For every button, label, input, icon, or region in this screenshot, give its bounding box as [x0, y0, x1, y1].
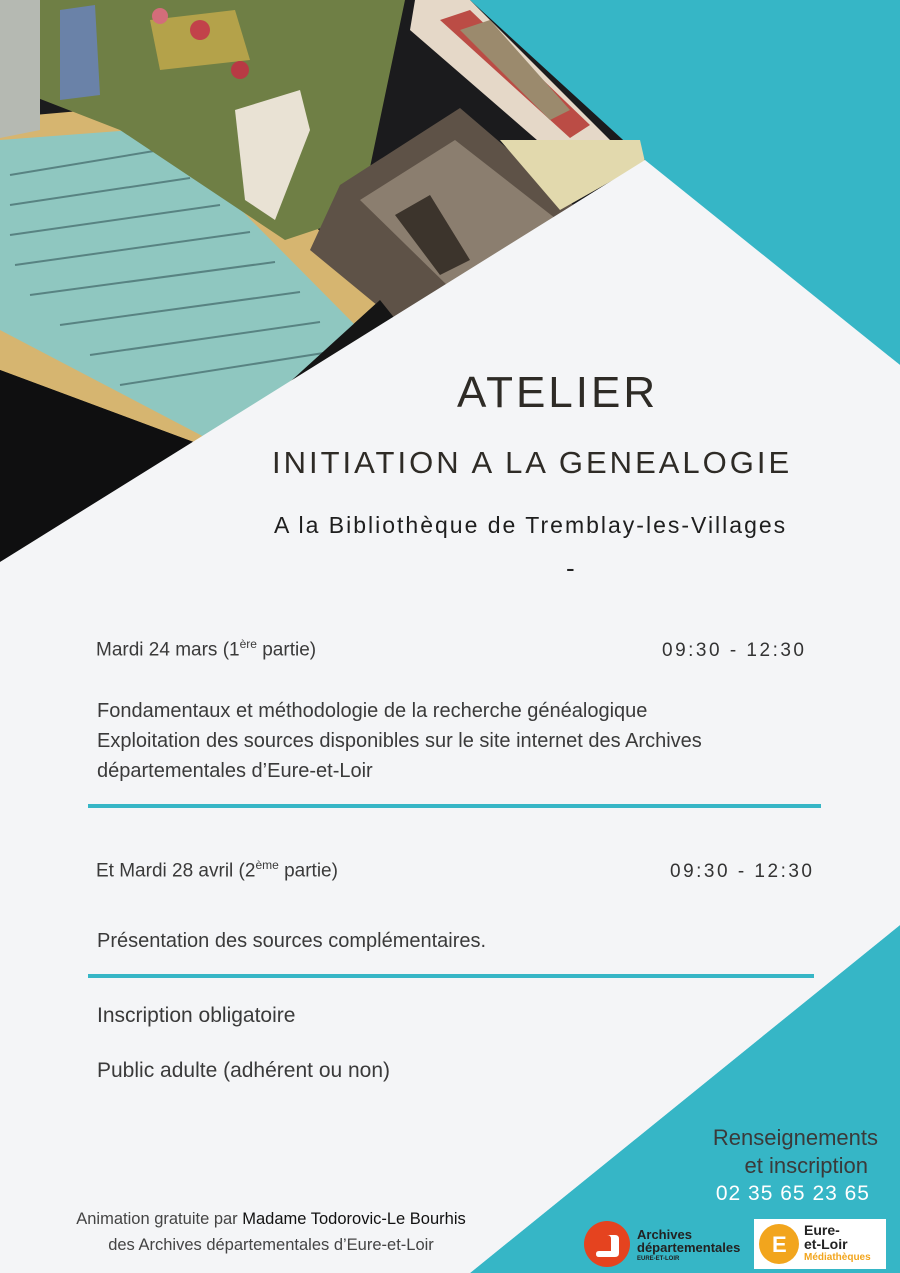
mediatheques-logo-line-3: Médiathèques [804, 1252, 871, 1263]
contact-phone: 02 35 65 23 65 [715, 1182, 870, 1205]
mediatheques-e-icon [758, 1223, 800, 1265]
archives-logo-line-1: Archives [637, 1227, 692, 1242]
registration-required: Inscription obligatoire [97, 1004, 296, 1027]
audience-info: Public adulte (adhérent ou non) [97, 1059, 391, 1082]
mediatheques-logo-line-1: Eure- [804, 1222, 840, 1238]
archives-scroll-icon [583, 1220, 631, 1268]
session-2-date-text: Et Mardi 28 avril (2 [96, 860, 256, 882]
poster-title: ATELIER [457, 368, 659, 417]
session-2-date [96, 858, 338, 882]
session-1-date [96, 637, 316, 661]
session-1-description [97, 696, 702, 786]
footer-credit [16, 1206, 526, 1258]
contact-block [713, 1124, 878, 1208]
session-2-time: 09:30 - 12:30 [670, 861, 815, 882]
mediatheques-logo-line-2: et-Loir [804, 1236, 848, 1252]
session-1-date-sup: ère [239, 637, 257, 651]
session-1-line-3: départementales d’Eure-et-Loir [97, 760, 373, 782]
session-1-line-2: Exploitation des sources disponibles sur le site internet des Archives [97, 730, 702, 752]
footer-speaker-name: Madame Todorovic-Le Bourhis [242, 1210, 466, 1228]
archives-logo [583, 1220, 748, 1268]
session-1-date-text: Mardi 24 mars (1 [96, 639, 240, 661]
poster-location: A la Bibliothèque de Tremblay-les-Villages [274, 512, 788, 538]
contact-line-1: Renseignements [712, 1125, 878, 1150]
contact-line-2: et inscription [744, 1153, 868, 1178]
session-2-date-sup: ème [255, 858, 279, 872]
session-2-date-suffix: partie) [278, 860, 338, 882]
footer-line-2: des Archives départementales d’Eure-et-Loir [108, 1236, 434, 1254]
session-2-line-1: Présentation des sources complémentaires. [97, 930, 487, 952]
title-dash: - [566, 553, 575, 583]
footer-prefix: Animation gratuite par [76, 1210, 243, 1228]
poster-subtitle: INITIATION A LA GENEALOGIE [272, 445, 793, 480]
session-1-time: 09:30 - 12:30 [662, 640, 807, 661]
archives-logo-line-2: départementales [637, 1240, 741, 1255]
mediatheques-logo [754, 1219, 886, 1269]
archives-logo-line-3: EURE-ET-LOIR [637, 1256, 680, 1262]
session-2-description [97, 926, 486, 956]
session-1-date-suffix: partie) [256, 639, 317, 661]
divider-2 [88, 974, 814, 978]
session-1-line-1: Fondamentaux et méthodologie de la recherche généalogique [97, 700, 648, 722]
svg-text:E: E [772, 1232, 787, 1257]
divider-1 [88, 804, 821, 808]
